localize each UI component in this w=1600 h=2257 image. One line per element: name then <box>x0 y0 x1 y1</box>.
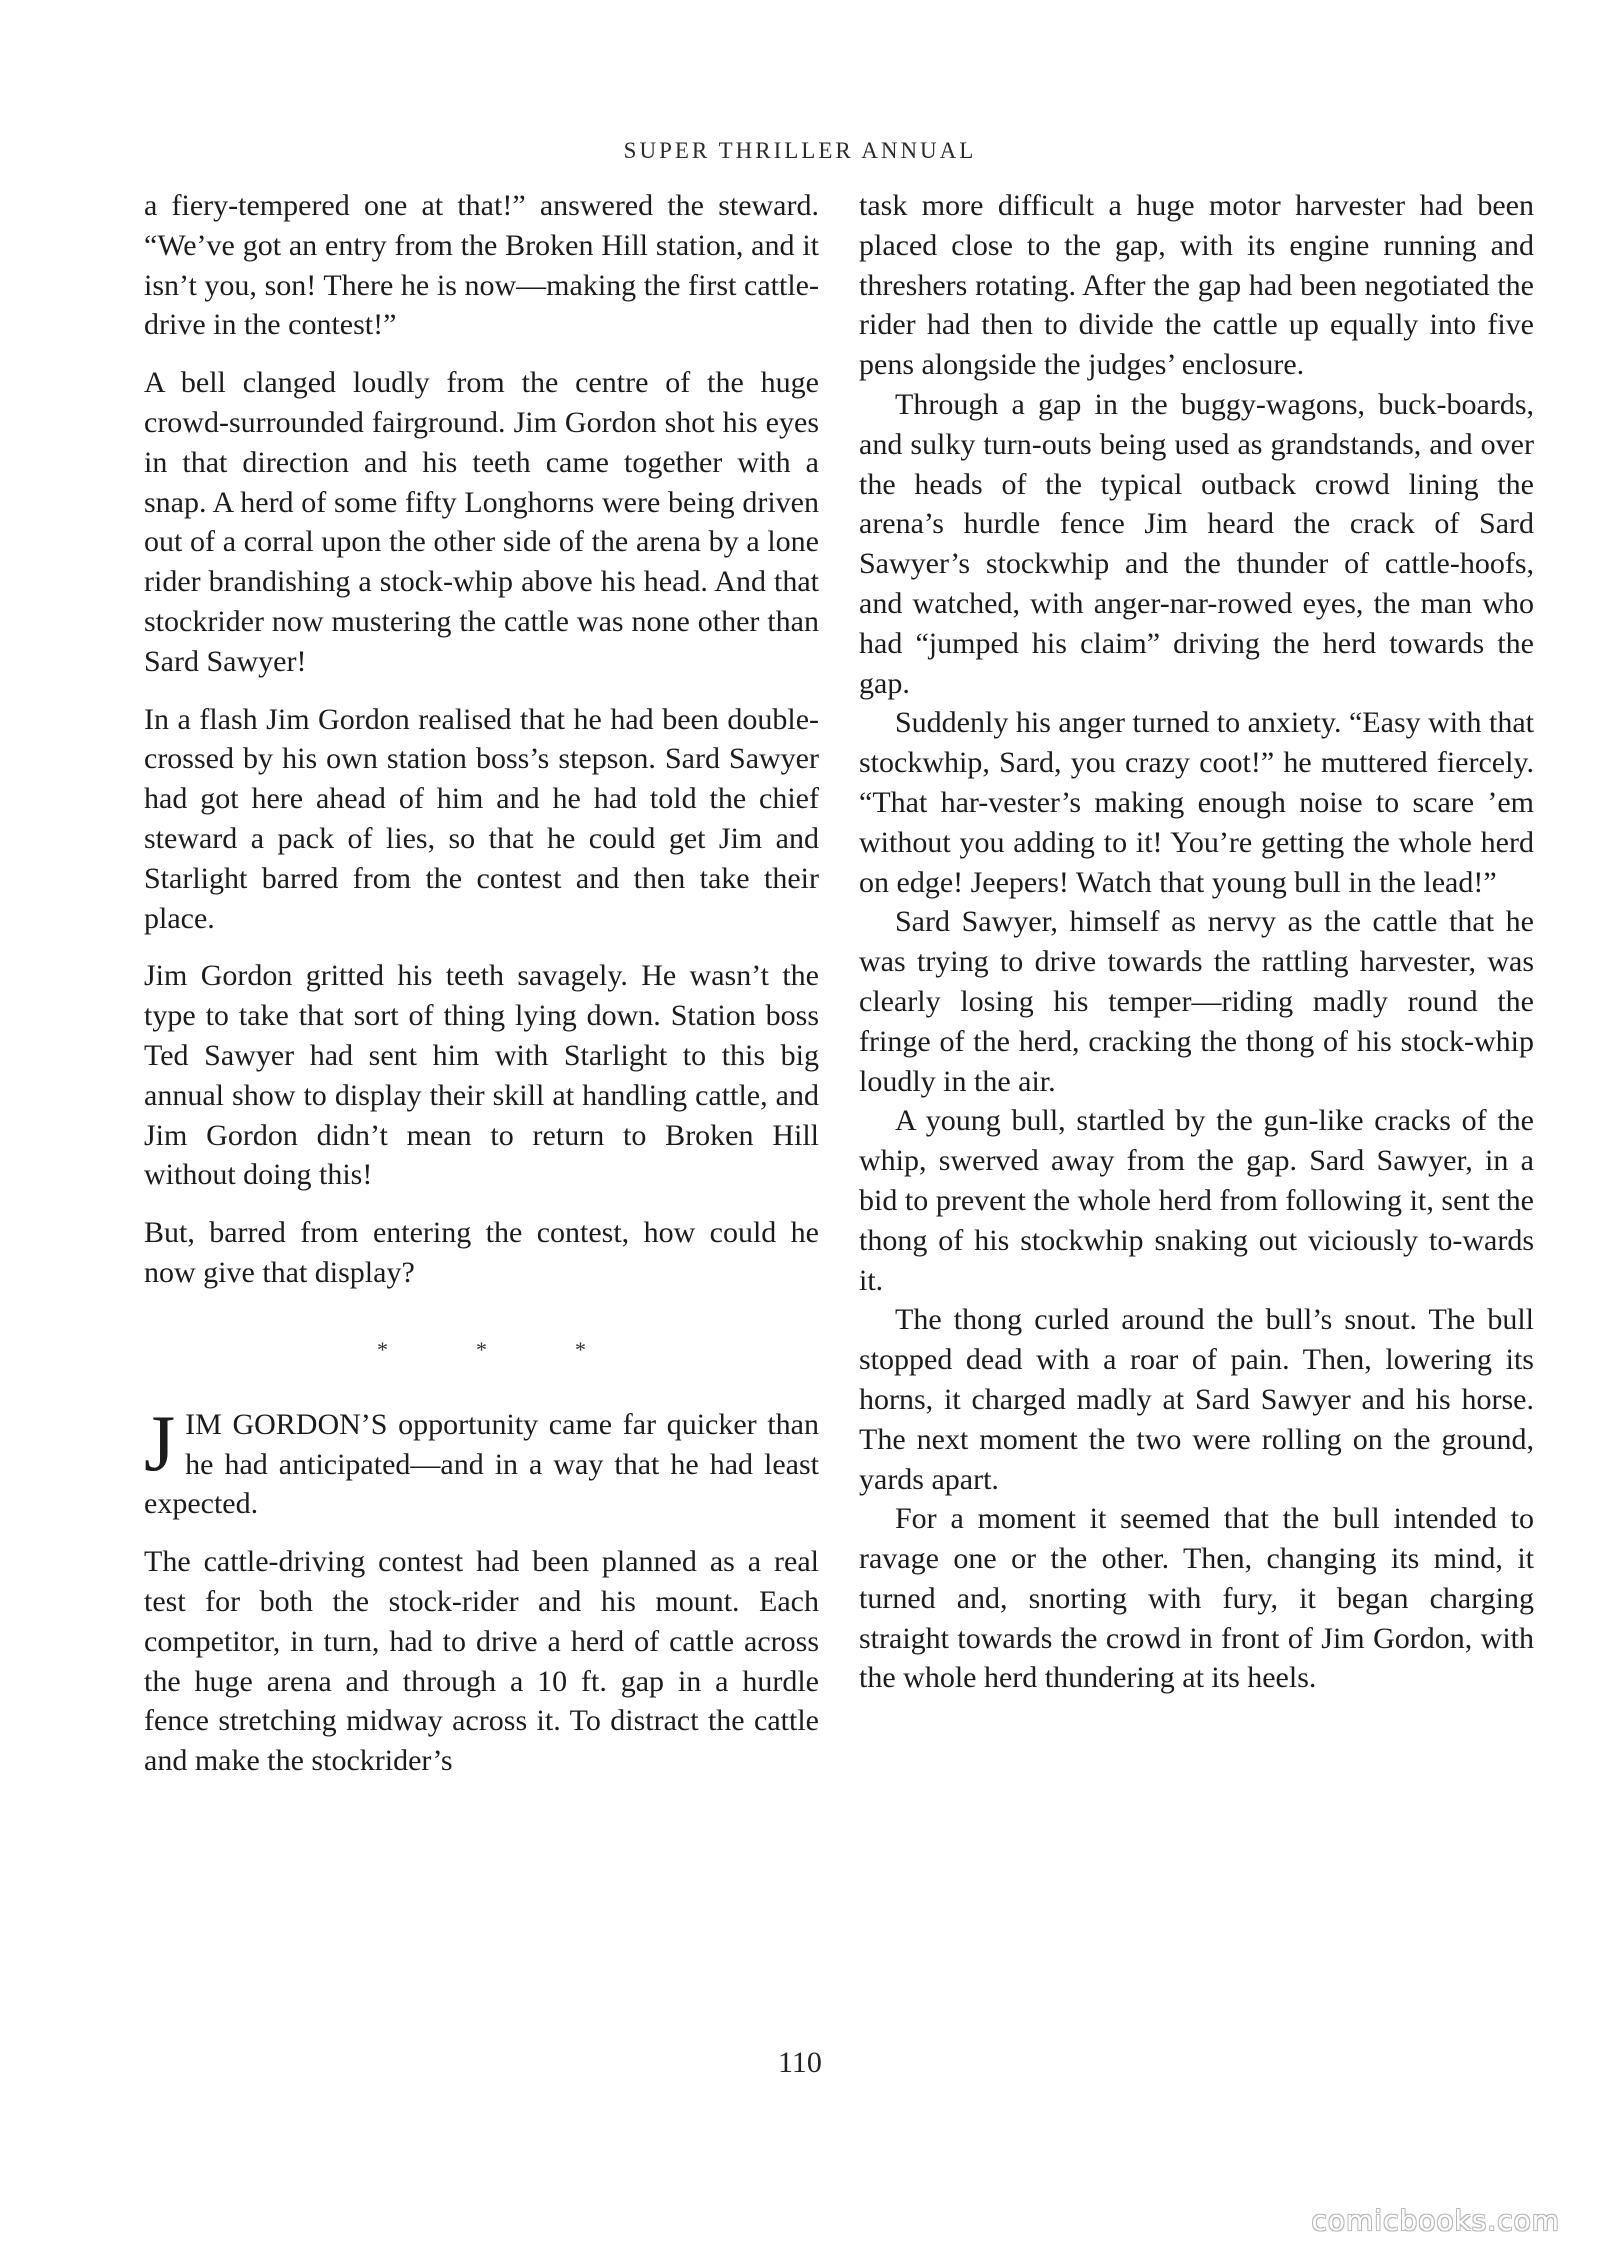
section-break-star: * <box>476 1336 487 1362</box>
body-paragraph: A young bull, startled by the gun-like cracks of the whip, swerved away from the gap. Sard Sawyer, in a bid to prevent the whole herd from following it, sent the thong of his stockwhip snaking out viciously to-wards it. <box>859 1104 1534 1297</box>
section-break-star: * <box>575 1336 586 1362</box>
section-break-star: * <box>377 1336 388 1362</box>
body-paragraph: Jim Gordon gritted his teeth savagely. He wasn’t the type to take that sort of thing lying down. Station boss Ted Sawyer had sent him with Starlight to this big annual show to display their skill at handling cattle, and Jim Gordon didn’t mean to return to Broken Hill without doing this! <box>144 959 819 1192</box>
body-paragraph: a fiery-tempered one at that!” answered the steward. “We’ve got an entry from the Broken Hill station, and it isn’t you, son! There he is now—making the first cattle-drive in the contest!” <box>144 189 819 342</box>
opening-paragraph <box>144 1399 819 1524</box>
drop-cap: J <box>144 1399 176 1488</box>
body-paragraph: Suddenly his anger turned to anxiety. “Easy with that stockwhip, Sard, you crazy coot!” he muttered fiercely. “That har-vester’s making enough noise to scare ’em without you adding to it! You’re getting the whole herd on edge! Jeepers! Watch that young bull in the lead!” <box>859 706 1534 899</box>
right-column <box>859 186 1534 1698</box>
body-paragraph: But, barred from entering the contest, how could he now give that display? <box>144 1216 819 1289</box>
body-paragraph: The cattle-driving contest had been planned as a real test for both the stock-rider and his mount. Each competitor, in turn, had to drive a herd of cattle across the huge arena and through a 10 ft. gap in a hurdle fence stretching midway across it. To distract the cattle and make the stockrider’s <box>144 1545 819 1778</box>
left-column <box>144 186 819 1781</box>
watermark: comicbooks.com <box>1311 2204 1560 2237</box>
body-paragraph: The thong curled around the bull’s snout. The bull stopped dead with a roar of pain. Then, lowering its horns, it charged madly at Sard Sawyer and his horse. The next moment the two were rolling on the ground, yards apart. <box>859 1303 1534 1496</box>
body-paragraph: For a moment it seemed that the bull intended to ravage one or the other. Then, changing its mind, it turned and, snorting with fury, it began charging straight towards the crowd in front of Jim Gordon, with the whole herd thundering at its heels. <box>859 1502 1534 1695</box>
body-paragraph: Through a gap in the buggy-wagons, buck-boards, and sulky turn-outs being used as grandstands, and over the heads of the typical outback crowd lining the arena’s hurdle fence Jim heard the crack of Sard Sawyer’s stockwhip and the thunder of cattle-hoofs, and watched, with anger-nar-rowed eyes, the man who had “jumped his claim” driving the herd towards the gap. <box>859 387 1534 700</box>
page-number: 110 <box>778 2046 822 2079</box>
opening-paragraph-text: IM GORDON’S opportunity came far quicker than he had anticipated—and in a way that he had least expected. <box>144 1407 819 1521</box>
body-paragraph: In a flash Jim Gordon realised that he had been double-crossed by his own station boss’s stepson. Sard Sawyer had got here ahead of him and he had told the chief steward a pack of lies, so that he could get Jim and Starlight barred from the contest and then take their place. <box>144 702 819 935</box>
running-head: SUPER THRILLER ANNUAL <box>623 138 977 163</box>
body-paragraph: Sard Sawyer, himself as nervy as the cattle that he was trying to drive towards the rattling harvester, was clearly losing his temper—riding madly round the fringe of the herd, cracking the thong of his stock-whip loudly in the air. <box>859 905 1534 1098</box>
body-paragraph: A bell clanged loudly from the centre of the huge crowd-surrounded fairground. Jim Gordon shot his eyes in that direction and his teeth came together with a snap. A herd of some fifty Longhorns were being driven out of a corral upon the other side of the arena by a lone rider brandishing a stock-whip above his head. And that stockrider now mustering the cattle was none other than Sard Sawyer! <box>144 366 819 678</box>
section-break <box>144 1337 819 1363</box>
body-paragraph: task more difficult a huge motor harvester had been placed close to the gap, with its engine running and threshers rotating. After the gap had been negotiated the rider had then to divide the cattle up equally into five pens alongside the judges’ enclosure. <box>859 189 1534 382</box>
